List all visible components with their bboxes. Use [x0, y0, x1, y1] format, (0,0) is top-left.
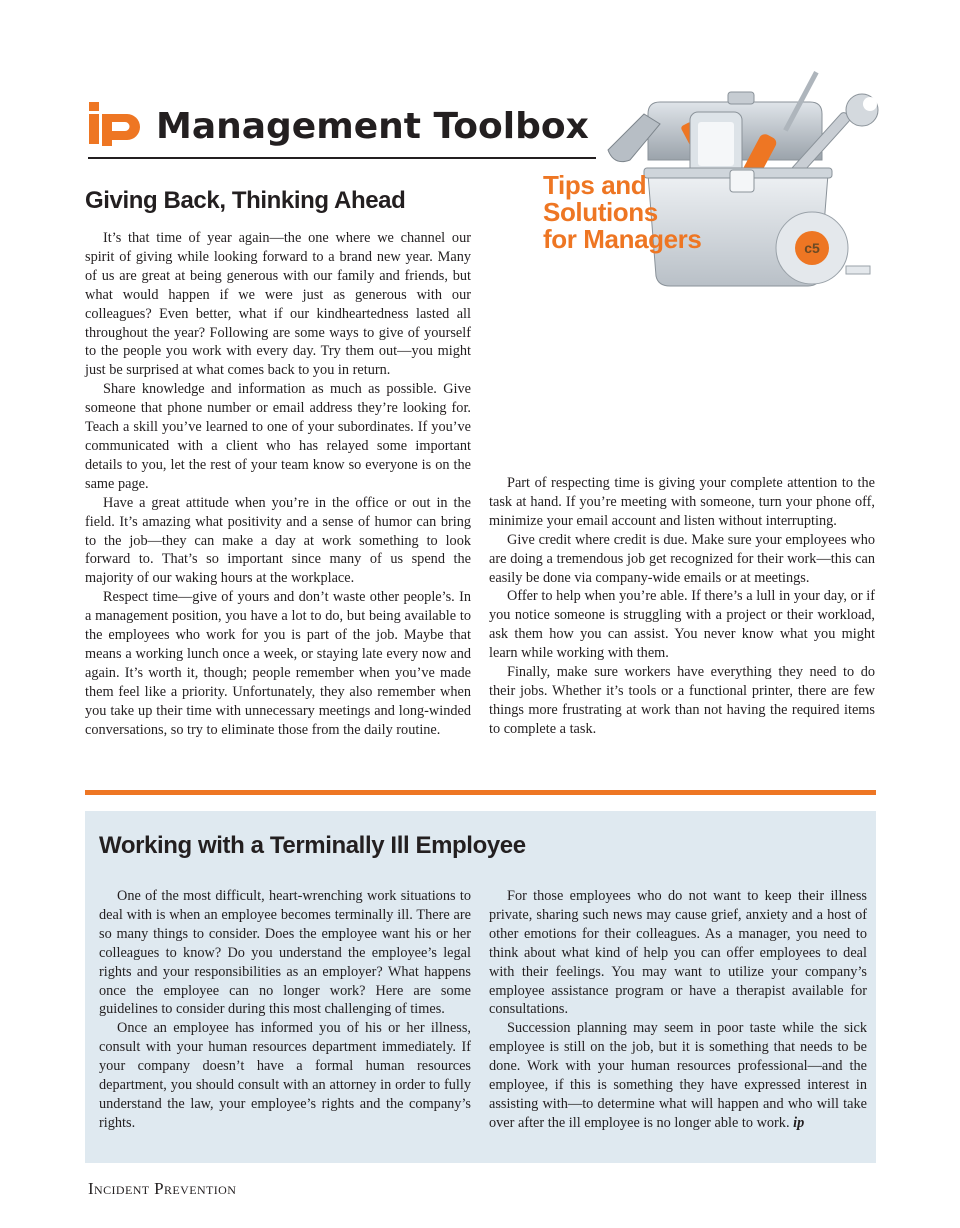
article-column [85, 229, 471, 739]
article-title: Working with a Terminally Ill Employee [99, 832, 526, 859]
paragraph: One of the most difficult, heart-wrenching work situations to deal with is when an employee becomes terminally ill. There are so many things to consider. Does the employee want his or her colleagues to know? Do you understand the employee’s legal rights and your responsibilities as an employer? What happens once the employee can no longer work? Here are some guidelines to consider during this most challenging of times. [99, 888, 471, 1018]
paragraph: Once an employee has informed you of his or her illness, consult with your human resources department immediately. If your company doesn’t have a formal human resources department, you should consult with an attorney in order to fully understand the law, your employee’s rights and the company’s rights. [99, 1020, 471, 1131]
ip-logo-icon [89, 100, 141, 146]
masthead-divider [88, 157, 596, 159]
paragraph-text: Succession planning may seem in poor taste while the sick employee is still on the job, but it is something that needs to be done. Work with your human resources professional—and the employee, if this is something they have expressed interest in assisting with—to determine what will happen and who will take over after the ill employee is no longer able to work. [489, 1020, 867, 1131]
paragraph: Respect time—give of yours and don’t waste other people’s. In a management position, you have a lot to do, but being available to the employees who work for you is part of the job. Maybe that means a working lunch once a week, or staying late every now and again. It’s worth it, though; people remember when you’ve made them feel like a priority. Unfortunately, they also remember when you take up their time with unnecessary meetings and long-winded conversations, so try to eliminate those from the daily routine. [85, 589, 471, 738]
svg-text:c5: c5 [804, 240, 820, 256]
article-column [489, 887, 867, 1133]
paragraph: Give credit where credit is due. Make sure your employees who are doing a tremendous job get recognized for their work—this can easily be done via company-wide emails or at meetings. [489, 531, 875, 586]
masthead-title: Management Toolbox [156, 106, 589, 147]
paragraph: Finally, make sure workers have everything they need to do their jobs. Whether it’s tools or a functional printer, there are few things more frustrating at work than not having the required items to complete a task. [489, 664, 875, 737]
tips-line: Solutions [543, 197, 658, 227]
tips-line: Tips and [543, 170, 647, 200]
paragraph: Share knowledge and information as much as possible. Give someone that phone number or email address they’re looking for. Teach a skill you’ve learned to one of your subordinates. If you’ve communicated with a client who has relayed some important details to you, let the rest of your team know so everyone is on the same page. [85, 381, 471, 492]
paragraph: Offer to help when you’re able. If there’s a lull in your day, or if you notice someone is struggling with a project or their workload, ask them how you can assist. You never know what you might learn while working with them. [489, 588, 875, 662]
tips-line: for Managers [543, 224, 702, 254]
tips-heading [543, 172, 701, 253]
article-column [489, 474, 875, 739]
article-column [99, 887, 471, 1133]
paragraph: For those employees who do not want to keep their illness private, sharing such news may cause grief, anxiety and a host of other emotions for their colleagues. As a manager, you need to think about what kind of help you can offer employees to deal with their feelings. You may want to utilize your company’s employee assistance program or have a therapist available for consultations. [489, 888, 867, 1018]
paragraph: Part of respecting time is giving your complete attention to the task at hand. If you’re meeting with someone, turn your phone off, minimize your email account and listen without interrupting. [489, 475, 875, 529]
paragraph [489, 1019, 867, 1132]
paragraph: Have a great attitude when you’re in the office or out in the field. It’s amazing what positivity and a sense of humor can bring to the job—they can make a day at work something to look forward to. That’s so important since many of us spend the majority of our waking hours at the workplace. [85, 494, 471, 587]
paragraph: It’s that time of year again—the one where we channel our spirit of giving while looking forward to a brand new year. Many of us are great at being generous with our family and friends, but what would happen if we were just as generous with our colleagues? Even better, what if our kindheartedness lasted all throughout the year? Following are some ways to give of yourself to the people you work with every day. Try them out—you might just be surprised at what comes back to you in return. [85, 230, 471, 379]
footer-publication-name: Incident Prevention [88, 1179, 237, 1198]
section-divider [85, 790, 876, 795]
article-title: Giving Back, Thinking Ahead [85, 187, 406, 214]
end-mark: ip [793, 1114, 805, 1131]
